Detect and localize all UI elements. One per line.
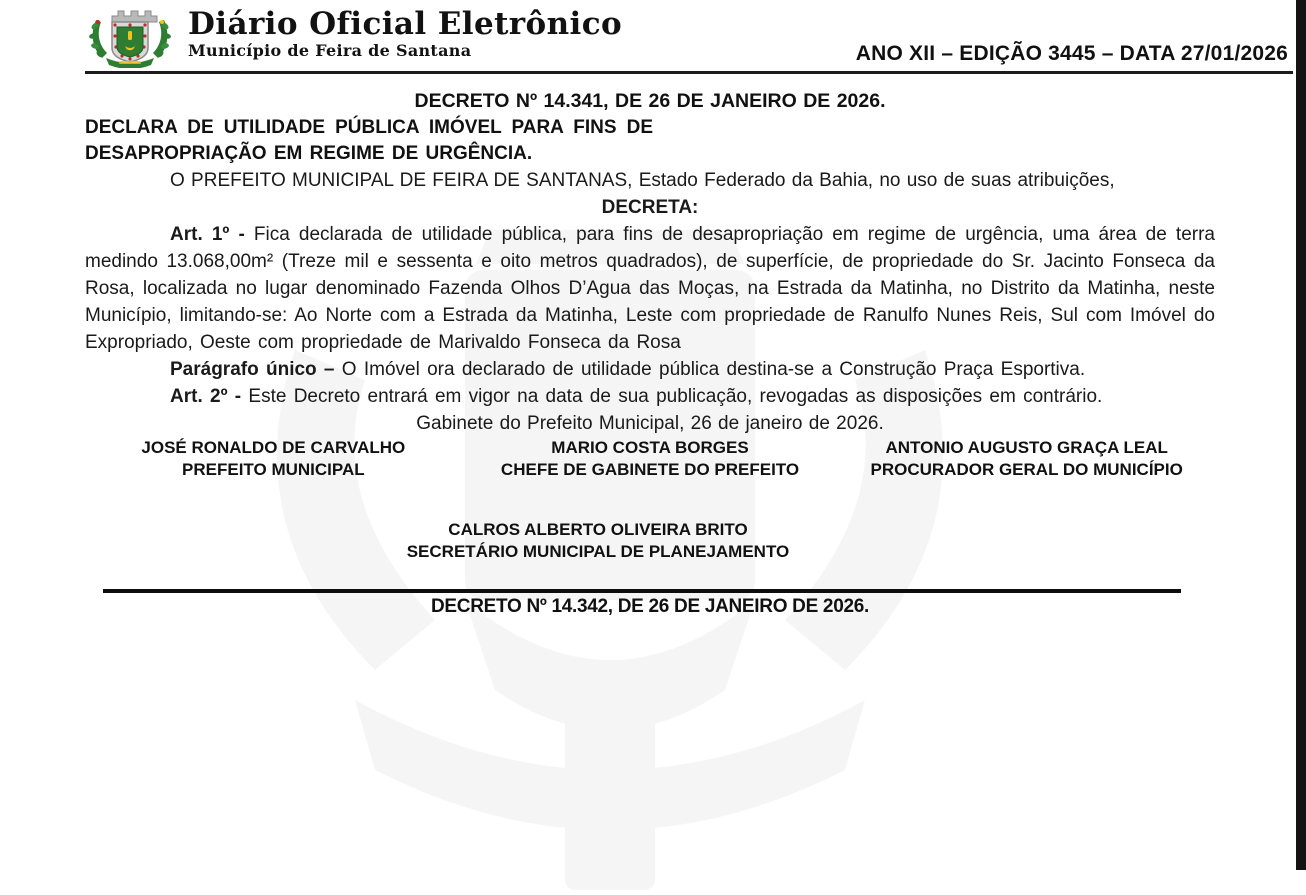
paragrafo-unico-label: Parágrafo único – — [170, 359, 335, 380]
journal-title: Diário Oficial Eletrônico — [188, 6, 623, 42]
signature-name: ANTONIO AUGUSTO GRAÇA LEAL — [885, 438, 1168, 457]
coat-of-arms-logo-icon — [86, 6, 174, 68]
next-decree-title: DECRETO Nº 14.342, DE 26 DE JANEIRO DE 2026. — [431, 596, 869, 617]
article-1-text: Fica declarada de utilidade pública, para fins de desapropriação em regime de urgência, uma área de terra medindo 13.068,00m² (Treze mil e sessenta e oito metros quadrados), de superfície, de propriedade do Sr. Jacinto Fonseca da Rosa, localizada no lugar denominado Fazenda Olhos D’Agua das Moças, na Estrada da Matinha, no Distrito da Matinha, neste Município, limitando-se: Ao Norte com a Estrada da Matinha, Leste com propriedade de Ranulfo Nunes Reis, Sul com Imóvel do Expropriado, Oeste com propriedade de Marivaldo Fonseca da Rosa — [85, 224, 1215, 353]
header-divider — [85, 71, 1293, 74]
signature-role: PROCURADOR GERAL DO MUNICÍPIO — [870, 460, 1183, 479]
signature-name: JOSÉ RONALDO DE CARVALHO — [141, 438, 406, 457]
signature-name: MARIO COSTA BORGES — [551, 438, 749, 457]
decree-document — [85, 88, 1215, 620]
signature-block-chefe-gabinete — [462, 437, 839, 481]
masthead-text — [188, 8, 622, 60]
signature-block-procurador — [838, 437, 1215, 481]
article-1 — [85, 221, 1215, 356]
edition-info: ANO XII – EDIÇÃO 3445 – DATA 27/01/2026 — [855, 42, 1288, 65]
decree-preamble: O PREFEITO MUNICIPAL DE FEIRA DE SANTANAS, Estado Federado da Bahia, no uso de suas atribuições, — [170, 170, 1115, 191]
article-2-label: Art. 2º - — [170, 386, 242, 407]
decree-summary: DECLARA DE UTILIDADE PÚBLICA IMÓVEL PARA FINS DE DESAPROPRIAÇÃO EM REGIME DE URGÊNCIA. — [85, 117, 653, 164]
signature-role: CHEFE DE GABINETE DO PREFEITO — [500, 460, 800, 479]
signature-role: SECRETÁRIO MUNICIPAL DE PLANEJAMENTO — [406, 542, 790, 561]
signature-block-secretario-planejamento — [33, 519, 1163, 563]
decree-enactment: DECRETA: — [601, 197, 699, 218]
signature-row — [85, 437, 1215, 481]
paragrafo-unico-text: O Imóvel ora declarado de utilidade pública destina-se a Construção Praça Esportiva. — [341, 359, 1086, 380]
paragrafo-unico — [85, 356, 1215, 383]
article-1-label: Art. 1º - — [170, 224, 245, 245]
signature-block-prefeito — [85, 437, 462, 481]
signature-name: CALROS ALBERTO OLIVEIRA BRITO — [448, 520, 748, 539]
closing-line: Gabinete do Prefeito Municipal, 26 de janeiro de 2026. — [416, 413, 884, 434]
signature-role: PREFEITO MUNICIPAL — [182, 460, 365, 479]
page-edge-bar — [1296, 0, 1306, 870]
journal-subtitle: Município de Feira de Santana — [188, 41, 472, 60]
article-2 — [85, 383, 1215, 410]
decree-title: DECRETO Nº 14.341, DE 26 DE JANEIRO DE 2026. — [414, 90, 886, 112]
article-2-text: Este Decreto entrará em vigor na data de sua publicação, revogadas as disposições em contrário. — [248, 386, 1103, 407]
